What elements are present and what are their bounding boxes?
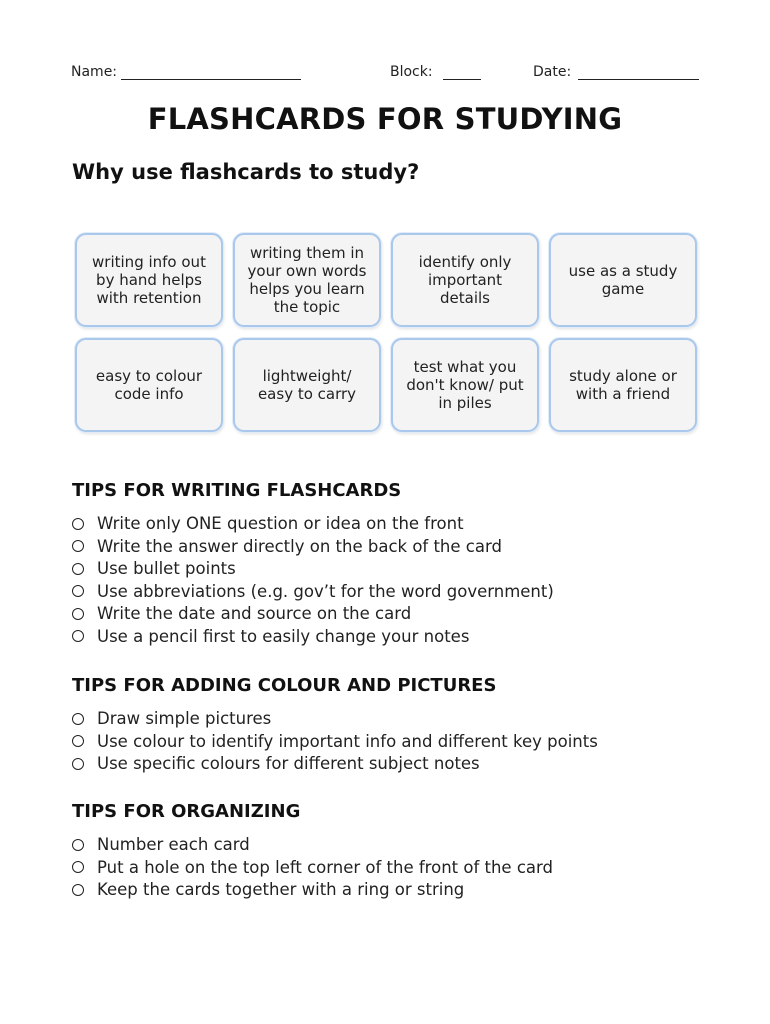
block-blank-line[interactable] (443, 65, 481, 80)
header-fields (71, 64, 711, 84)
reason-card: lightweight/ easy to carry (233, 338, 381, 432)
list-item (72, 603, 554, 626)
tip-text: Write only ONE question or idea on the front (97, 514, 464, 533)
page-title: FLASHCARDS FOR STUDYING (147, 102, 623, 136)
hollow-circle-bullet-icon (72, 839, 84, 851)
reason-card: identify only important details (391, 233, 539, 327)
tip-text: Keep the cards together with a ring or string (97, 880, 465, 900)
tip-text: Draw simple pictures (97, 709, 272, 728)
hollow-circle-bullet-icon (72, 758, 84, 770)
tip-text: Use colour to identify important info and different key points (97, 731, 598, 751)
tip-text: Use abbreviations (e.g. gov’t for the word government) (97, 581, 554, 601)
writing-tips-list (72, 513, 554, 649)
hollow-circle-bullet-icon (72, 861, 84, 873)
hollow-circle-bullet-icon (72, 608, 84, 620)
organizing-tips-heading: TIPS FOR ORGANIZING (72, 801, 301, 822)
name-blank-line[interactable] (121, 65, 301, 80)
name-field[interactable] (71, 64, 301, 80)
hollow-circle-bullet-icon (72, 540, 84, 552)
list-item (72, 879, 553, 902)
tip-text: Number each card (97, 835, 250, 854)
reason-card: use as a study game (549, 233, 697, 327)
list-item (72, 558, 554, 581)
block-field[interactable] (390, 64, 481, 80)
list-item (72, 731, 598, 754)
hollow-circle-bullet-icon (72, 563, 84, 575)
date-label: Date: (533, 64, 572, 80)
colour-tips-heading: TIPS FOR ADDING COLOUR AND PICTURES (72, 675, 497, 696)
tip-text: Put a hole on the top left corner of the front of the card (97, 857, 553, 877)
colour-tips-list (72, 708, 598, 776)
reason-card: study alone or with a friend (549, 338, 697, 432)
list-item (72, 581, 554, 604)
organizing-tips-list (72, 834, 553, 902)
tip-text: Use bullet points (97, 559, 236, 579)
hollow-circle-bullet-icon (72, 585, 84, 597)
list-item (72, 626, 554, 649)
date-blank-line[interactable] (578, 65, 699, 80)
list-item (72, 708, 598, 731)
tip-text: Write the date and source on the card (97, 604, 412, 624)
reason-card: writing them in your own words helps you learn the topic (233, 233, 381, 327)
hollow-circle-bullet-icon (72, 884, 84, 896)
name-label: Name: (71, 64, 118, 80)
hollow-circle-bullet-icon (72, 630, 84, 642)
hollow-circle-bullet-icon (72, 735, 84, 747)
reason-card: easy to colour code info (75, 338, 223, 432)
list-item (72, 513, 554, 536)
writing-tips-heading: TIPS FOR WRITING FLASHCARDS (72, 480, 402, 501)
tip-text: Use a pencil first to easily change your notes (97, 626, 470, 646)
block-label: Block: (390, 64, 433, 80)
list-item (72, 834, 553, 857)
hollow-circle-bullet-icon (72, 518, 84, 530)
list-item (72, 857, 553, 880)
reason-card: test what you don't know/ put in piles (391, 338, 539, 432)
hollow-circle-bullet-icon (72, 713, 84, 725)
list-item (72, 753, 598, 776)
reason-card: writing info out by hand helps with retention (75, 233, 223, 327)
reasons-grid (75, 233, 697, 432)
tip-text: Use specific colours for different subject notes (97, 754, 480, 774)
list-item (72, 536, 554, 559)
subtitle: Why use flashcards to study? (72, 160, 420, 184)
date-field[interactable] (533, 64, 699, 80)
tip-text: Write the answer directly on the back of the card (97, 536, 502, 556)
